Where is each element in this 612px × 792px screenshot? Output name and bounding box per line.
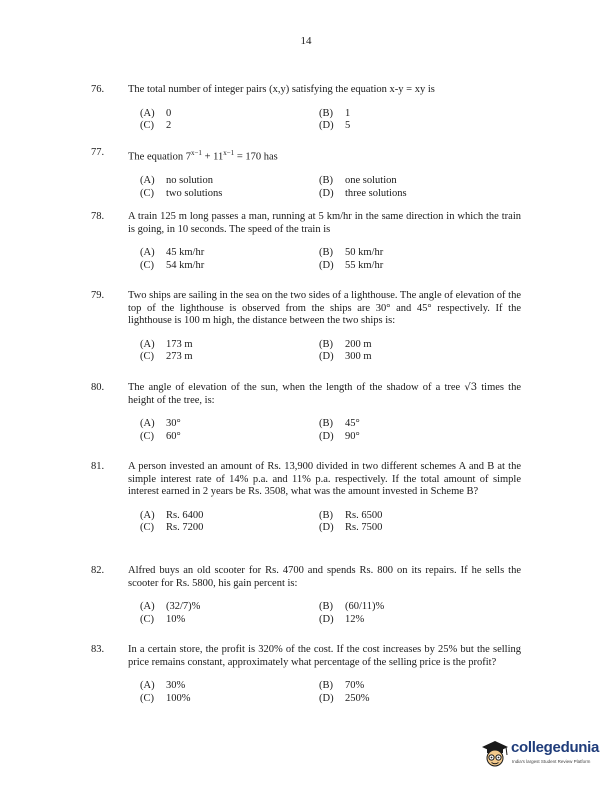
option-d: (D) 5 [319,120,351,132]
question-text: Alfred buys an old scooter for Rs. 4700 and spends Rs. 800 on its repairs. If he sells the scooter for Rs. 5800, his gain percent is: [128,565,521,589]
option-c: (C) two solutions [140,187,223,199]
option-c: (C) 2 [140,120,172,132]
option-d: (D) 300 m [319,351,372,363]
question-number: 82. [91,565,105,576]
option-a: (A) 45 km/hr [140,247,205,259]
option-a: (A) no solution [140,175,213,187]
logo-tagline: India's largest Student Review Platform [512,759,591,764]
option-c: (C) 60° [140,430,181,442]
option-a: (A) Rs. 6400 [140,509,204,521]
options [140,418,521,444]
collegedunia-logo [478,737,604,771]
option-a: (A) 0 [140,107,172,119]
option-b: (B) Rs. 6500 [319,509,383,521]
question-80 [91,382,521,444]
question-82 [91,565,521,627]
option-a: (A) (32/7)% [140,601,201,613]
question-number: 78. [91,211,105,222]
option-a: (A) 30° [140,418,181,430]
question-number: 81. [91,461,105,472]
question-text: A train 125 m long passes a man, running at 5 km/hr in the same direction in which the train is going, in 10 seconds. The speed of the train is [128,211,521,235]
options [140,247,521,273]
logo-wordmark: collegedunia [511,739,600,756]
question-83 [91,644,521,706]
option-d: (D) 90° [319,430,360,442]
question-number: 83. [91,644,105,655]
option-c: (C) 100% [140,692,191,704]
option-a: (A) 173 m [140,338,193,350]
graduate-mascot-icon [478,737,512,771]
option-d: (D) three solutions [319,187,407,199]
option-c: (C) 54 km/hr [140,259,205,271]
options [140,680,521,706]
question-text: The equation $7^{x-1} + 11^{x-1} = 170$ has [128,149,278,163]
question-76 [91,84,521,134]
options [140,108,521,134]
option-b: (B) (60/11)% [319,601,385,613]
option-d: (D) Rs. 7500 [319,522,383,534]
option-b: (B) 45° [319,418,360,430]
question-number: 77. [91,147,105,158]
question-text: In a certain store, the profit is 320% of the cost. If the cost increases by 25% but the selling price remains constant, approximately what percentage of the selling price is the profit? [128,644,521,668]
option-b: (B) 70% [319,680,365,692]
question-text: A person invested an amount of Rs. 13,900 divided in two different schemes A and B at the simple interest rate of 14% p.a. and 11% p.a. respectively. If the total amount of simple interest earned in 2 years be Rs. 3508, what was the amount invested in Scheme B? [128,461,521,498]
option-c: (C) 10% [140,613,186,625]
options [140,175,521,201]
option-b: (B) 200 m [319,338,372,350]
options [140,510,521,536]
question-text: Two ships are sailing in the sea on the two sides of a lighthouse. The angle of elevation of the top of the lighthouse is observed from the ships are 30° and 45° respectively. If the lighthouse is 100 m high, the distance between the two ships is: [128,290,521,327]
question-81 [91,461,521,536]
options [140,601,521,627]
option-b: (B) 1 [319,107,351,119]
option-b: (B) 50 km/hr [319,247,384,259]
question-text: The total number of integer pairs (x,y) satisfying the equation x-y = xy is [128,84,435,95]
sqrt3: √3 [464,382,478,393]
option-c: (C) Rs. 7200 [140,522,204,534]
option-c: (C) 273 m [140,351,193,363]
question-79 [91,290,521,365]
question-text: The angle of elevation of the sun, when the length of the shadow of a tree √3 times the height of the tree, is: [128,382,521,406]
option-d: (D) 55 km/hr [319,259,384,271]
option-a: (A) 30% [140,680,186,692]
page-number: 14 [300,35,312,47]
option-d: (D) 250% [319,692,370,704]
option-b: (B) one solution [319,175,397,187]
option-d: (D) 12% [319,613,365,625]
question-number: 76. [91,84,105,95]
question-78 [91,211,521,273]
question-number: 80. [91,382,105,393]
options [140,339,521,365]
question-number: 79. [91,290,105,301]
question-77 [91,147,521,201]
